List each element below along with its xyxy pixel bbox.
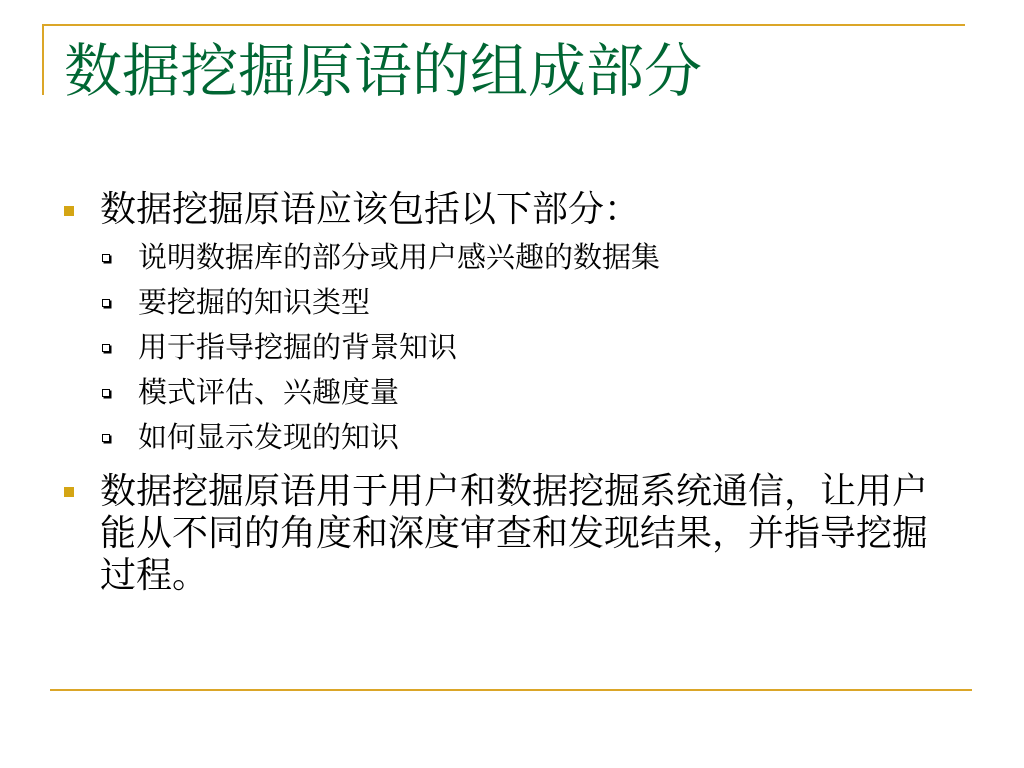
- slide-title: 数据挖掘原语的组成部分: [64, 37, 703, 105]
- filled-square-bullet-icon: [64, 487, 74, 497]
- hollow-square-bullet-icon: [102, 389, 110, 397]
- sub-item-text: 要挖掘的知识类型: [138, 285, 371, 319]
- bottom-accent-rule: [50, 689, 972, 691]
- sub-item-text: 说明数据库的部分或用户感兴趣的数据集: [138, 240, 661, 274]
- top-accent-rule: [42, 24, 965, 26]
- hollow-square-bullet-icon: [102, 344, 110, 352]
- hollow-square-bullet-icon: [102, 254, 110, 262]
- left-accent-rule: [42, 24, 44, 95]
- filled-square-bullet-icon: [64, 206, 74, 216]
- sub-item-text: 用于指导挖掘的背景知识: [138, 330, 458, 364]
- sub-item-text: 模式评估、兴趣度量: [138, 375, 400, 409]
- hollow-square-bullet-icon: [102, 434, 110, 442]
- sub-item-text: 如何显示发现的知识: [138, 420, 400, 454]
- bullet-2-text: 数据挖掘原语用于用户和数据挖掘系统通信，让用户能从不同的角度和深度审查和发现结果，并指导挖掘过程。: [100, 471, 929, 596]
- hollow-square-bullet-icon: [102, 299, 110, 307]
- bullet-1-text: 数据挖掘原语应该包括以下部分：: [100, 189, 641, 230]
